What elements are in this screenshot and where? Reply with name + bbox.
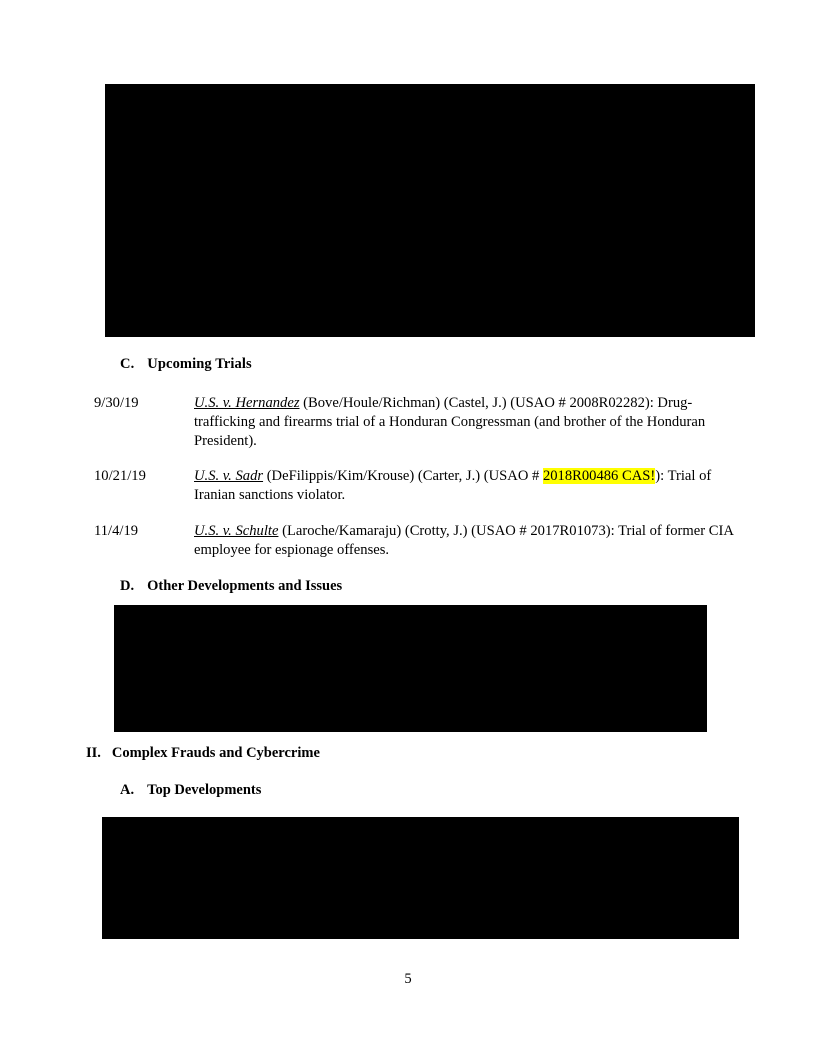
trial-date: 10/21/19 bbox=[94, 468, 146, 484]
section-title: Top Developments bbox=[147, 782, 262, 798]
redaction-block-top bbox=[105, 84, 755, 337]
trial-body bbox=[194, 467, 734, 505]
usao-number-highlight: 2018R00486 CAS! bbox=[542, 468, 656, 484]
section-label: II. bbox=[86, 745, 101, 761]
section-label: A. bbox=[120, 782, 135, 798]
case-attorneys: (Bove/Houle/Richman) (Castel, J.) (USAO # 2008R02282): bbox=[299, 395, 654, 411]
section-title: Upcoming Trials bbox=[147, 356, 252, 372]
trial-entry bbox=[94, 522, 734, 560]
case-name: U.S. v. Hernandez bbox=[194, 395, 300, 411]
case-description: Trial of former CIA employee for espionage offenses. bbox=[194, 523, 734, 559]
case-name: U.S. v. Sadr bbox=[194, 468, 264, 484]
section-label: C. bbox=[120, 356, 135, 372]
section-title: Other Developments and Issues bbox=[147, 578, 343, 594]
case-description: Drug-trafficking and firearms trial of a Honduran Congressman (and brother of the Honduran President). bbox=[194, 395, 706, 450]
trial-body bbox=[194, 394, 734, 452]
section-heading-complex-frauds bbox=[86, 745, 320, 762]
trial-entry bbox=[94, 394, 734, 452]
trial-date: 11/4/19 bbox=[94, 523, 139, 539]
trial-entry bbox=[94, 467, 734, 505]
trial-body bbox=[194, 522, 734, 560]
trial-date: 9/30/19 bbox=[94, 395, 139, 411]
section-title: Complex Frauds and Cybercrime bbox=[111, 745, 320, 761]
case-attorneys: (DeFilippis/Kim/Krouse) (Carter, J.) (USAO # bbox=[263, 468, 543, 484]
section-heading-top-developments bbox=[120, 782, 261, 799]
case-trailing: ): bbox=[655, 468, 665, 484]
redaction-block-other-developments bbox=[114, 605, 707, 732]
case-attorneys: (Laroche/Kamaraju) (Crotty, J.) (USAO # 2017R01073): bbox=[278, 523, 615, 539]
section-heading-other-developments bbox=[120, 578, 342, 595]
page-number: 5 bbox=[404, 971, 412, 987]
redaction-block-top-developments bbox=[102, 817, 739, 939]
case-name: U.S. v. Schulte bbox=[194, 523, 279, 539]
section-heading-upcoming-trials bbox=[120, 356, 252, 373]
case-description: Trial of Iranian sanctions violator. bbox=[194, 468, 712, 504]
section-label: D. bbox=[120, 578, 135, 594]
